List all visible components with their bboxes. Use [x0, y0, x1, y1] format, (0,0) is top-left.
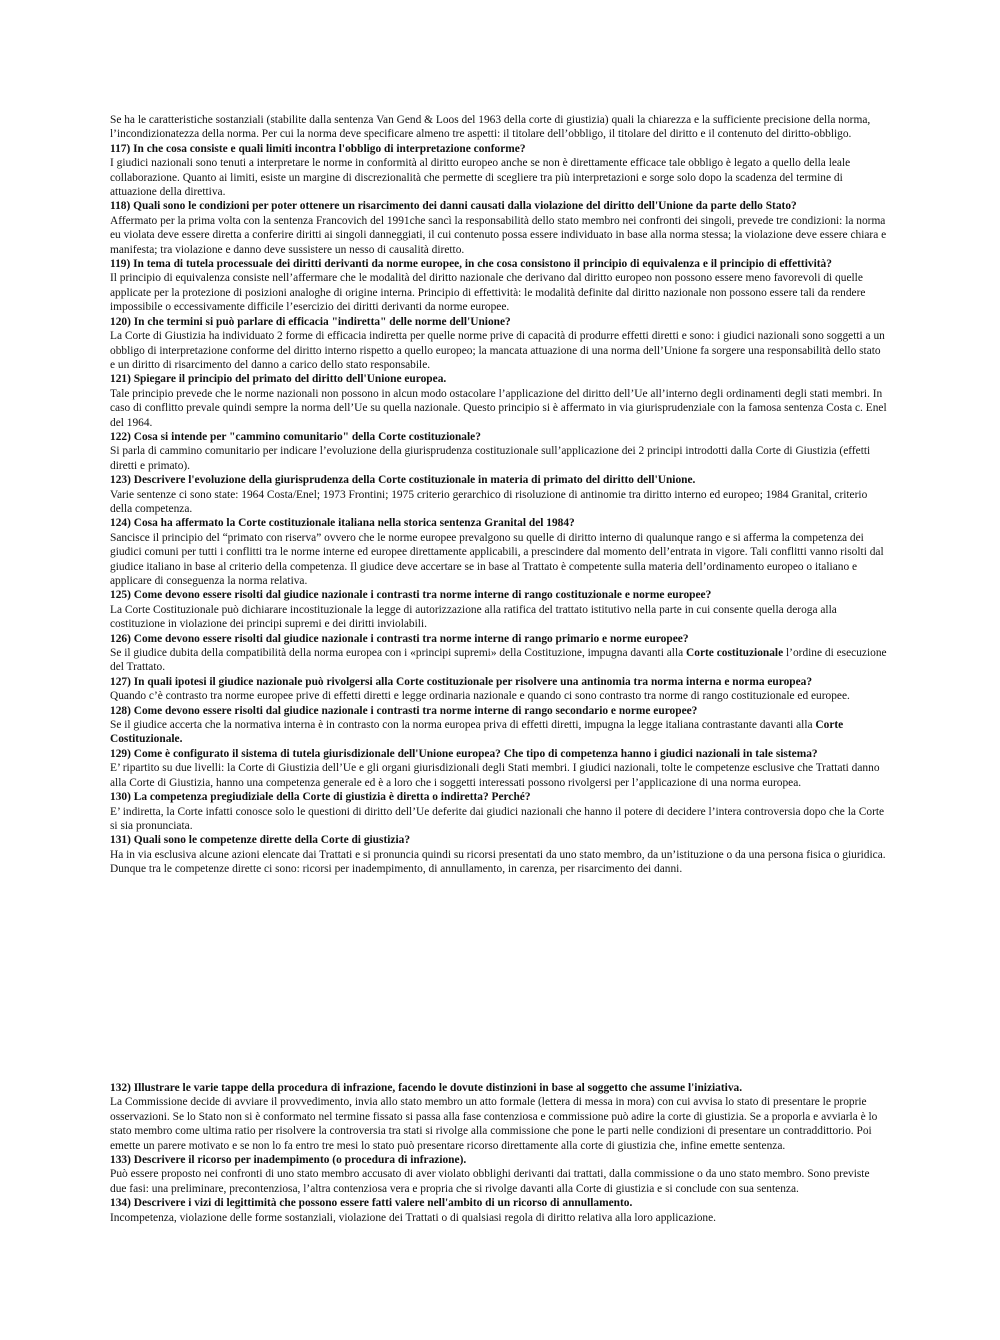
- question-132: 132) Illustrare le varie tappe della procedura di infrazione, facendo le dovute distinzioni in base al soggetto che assume l'iniziativa.: [110, 1082, 743, 1094]
- answer-119: Il principio di equivalenza consiste nell’affermare che le modalità del diritto nazionale che derivano dal diritto europeo non possono essere meno favorevoli di quelle applicate per la protezione di posizioni analoghe di origine interna. Principio di effettività: le modalità definite dal diritto nazionale non possono essere tali da rendere impossibile o eccessivamente difficile l’esercizio dei diritti derivanti da norme europee.: [110, 272, 866, 314]
- question-119: 119) In tema di tutela processuale dei diritti derivanti da norme europee, in che cosa consistono il principio di equivalenza e il principio di effettività?: [110, 258, 832, 271]
- answer-129: E’ ripartito su due livelli: la Corte di Giustizia dell’Ue e gli organi giurisdizionali degli Stati membri. I giudici nazionali, tolte le competenze esclusive che Trattati danno alla Corte di Giustizia, hanno una competenza generale ed è a loro che i soggetti interessati possono rivolgersi per l’applicazione di una norma europea.: [110, 762, 880, 789]
- answer-133: Può essere proposto nei confronti di uno stato membro accusato di aver violato obblighi derivanti dai trattati, dalla commissione o da uno stato membro. Sono previste due fasi: una preliminare, precontenziosa, l’altra contenziosa vera e propria che si rivolge davanti alla Corte di giustizia e si conclude con sua sentenza.: [110, 1168, 870, 1195]
- answer-126: [110, 646, 888, 675]
- answer-121: Tale principio prevede che le norme nazionali non possono in alcun modo ostacolare l’applicazione del diritto dell’Ue all’interno degli ordinamenti degli stati membri. In caso di conflitto prevale quindi sempre la norma dell’Ue su quella nazionale. Questo principio si è affermato in via giurisprudenziale con la famosa sentenza Costa c. Enel del 1964.: [110, 387, 887, 429]
- question-118: 118) Quali sono le condizioni per poter ottenere un risarcimento dei danni causati dalla violazione del diritto dell'Unione da parte dello Stato?: [110, 200, 797, 213]
- answer-126-bold: Corte costituzionale: [686, 647, 784, 660]
- answer-132: La Commissione decide di avviare il provvedimento, invia allo stato membro un atto formale (lettera di messa in mora) con cui avvisa lo stato di presentare le proprie osservazioni. Se lo Stato non si è conformato nel termine fissato si passa alla fase contenziosa e commissione può adire la corte di giustizia. Se a proporla e avviarla è lo stato membro come ultima ratio per risolvere la controversia tra stati si rivolge alla commissione che pone le parti nelle condizioni di presentare un contraddittorio. Poi emette un parere motivato e se non lo fa entro tre mesi lo stato può presentare ricorso direttamente alla corte di giustizia che, infine emette sentenza.: [110, 1096, 878, 1152]
- question-124: 124) Cosa ha affermato la Corte costituzionale italiana nella storica sentenza Granital del 1984?: [110, 517, 575, 530]
- question-128: 128) Come devono essere risolti dal giudice nazionale i contrasti tra norme interne di rango secondario e norme europee?: [110, 704, 698, 717]
- answer-127: Quando c’è contrasto tra norme europee prive di effetti diretti e legge ordinaria nazionale e quando ci sono contrasto tra norme di rango costituzionale ed europee.: [110, 690, 850, 703]
- answer-124: Sancisce il principio del “primato con riserva” ovvero che le norme europee prevalgono su quelle di diritto interno di qualunque rango e si afferma la competenza dei giudici comuni per tutti i conflitti tra le norme interne ed europee direttamente applicabili, a prescindere dal momento dell’entrata in vigore. Tali conflitti vanno risolti dal giudice italiano in base al criterio della competenza. Il giudice deve accertare se in base al Trattato è competente sulla materia dell’ordinamento europeo o italiano e applicare di conseguenza la norma relativa.: [110, 531, 884, 587]
- answer-120: La Corte di Giustizia ha individuato 2 forme di efficacia indiretta per quelle norme prive di capacità di produrre effetti diretti e sono: i giudici nazionali sono soggetti a un obbligo di interpretazione conforme del diritto interno rispetto a quello europeo; la mancata attuazione di una norma dell’Unione fa sorgere una responsabilità dello stato e un diritto di risarcimento del danno a carico dello stato responsabile.: [110, 330, 885, 371]
- question-123: 123) Descrivere l'evoluzione della giurisprudenza della Corte costituzionale in materia di primato del diritto dell'Unione.: [110, 474, 696, 487]
- question-134: 134) Descrivere i vizi di legittimità che possono essere fatti valere nell'ambito di un ricorso di annullamento.: [110, 1197, 633, 1210]
- answer-118: Affermato per la prima volta con la sentenza Francovich del 1991che sancì la responsabilità dello stato membro nei confronti dei singoli, prevede tre condizioni: la norma eu violata deve essere diretta a conferire diritti ai singoli danneggiati, il cui contenuto possa essere individuato in base alla norma stessa; la violazione deve essere chiara e manifesta; tra violazione e danno deve sussistere un nesso di causalità diretto.: [110, 214, 887, 256]
- answer-122: Si parla di cammino comunitario per indicare l’evoluzione della giurisprudenza costituzionale sull’applicazione dei 2 principi introdotti dalla Corte di Giustizia (effetti diretti e primato).: [110, 445, 871, 472]
- intro-paragraph: Se ha le caratteristiche sostanziali (stabilite dalla sentenza Van Gend & Loos del 1963 della corte di giustizia) quali la chiarezza e la sufficiente precisione della norma, l’incondizionatezza della norma. Per cui la norma deve specificare almeno tre aspetti: il titolare dell’obbligo, il titolare del diritto e il contenuto del diritto-obbligo.: [110, 114, 871, 141]
- answer-125: La Corte Costituzionale può dichiarare incostituzionale la legge di autorizzazione alla ratifica del trattato istitutivo nella parte in cui consente quella deroga alla costituzione in violazione dei principi supremi e dei diritti inviolabili.: [110, 603, 837, 631]
- question-133: 133) Descrivere il ricorso per inadempimento (o procedura di infrazione).: [110, 1154, 467, 1167]
- answer-117: I giudici nazionali sono tenuti a interpretare le norme in conformità al diritto europeo anche se non è direttamente efficace tale obbligo è legato a quello della leale collaborazione. Quanto ai limiti, esiste un margine di discrezionalità che permette di scegliere tra più interpretazioni e sorge solo dopo la scadenza del termine di attuazione della direttiva.: [110, 157, 851, 199]
- answer-130: E’ indiretta, la Corte infatti conosce solo le questioni di diritto dell’Ue deferite dai giudici nazionali che hanno il potere di decidere l’intera controversia dopo che la Corte si sia pronunciata.: [110, 805, 885, 832]
- question-126: 126) Come devono essere risolti dal giudice nazionale i contrasti tra norme interne di rango primario e norme europee?: [110, 632, 689, 645]
- answer-128-bold: Corte Costituzionale.: [110, 719, 844, 746]
- question-129: 129) Come è configurato il sistema di tutela giurisdizionale dell'Unione europea? Che tipo di competenza hanno i giudici nazionali in tale sistema?: [110, 747, 818, 760]
- page-2-text: [110, 1081, 888, 1225]
- answer-134: Incompetenza, violazione delle forme sostanziali, violazione dei Trattati o di qualsiasi regola di diritto relativa alla loro applicazione.: [110, 1211, 717, 1224]
- question-122: 122) Cosa si intende per "cammino comunitario" della Corte costituzionale?: [110, 430, 481, 443]
- page-1-text: [110, 113, 888, 877]
- answer-128: [110, 718, 888, 747]
- answer-126-text: Se il giudice dubita della compatibilità della norma europea con i «principi supremi» della Costituzione, impugna davanti alla: [110, 647, 687, 660]
- answer-123: Varie sentenze ci sono state: 1964 Costa/Enel; 1973 Frontini; 1975 criterio gerarchico di risoluzione di antinomie tra diritto interno ed europeo; 1984 Granital, criterio della competenza.: [110, 488, 868, 515]
- question-120: 120) In che termini si può parlare di efficacia "indiretta" delle norme dell'Unione?: [110, 315, 511, 328]
- question-131: 131) Quali sono le competenze dirette della Corte di giustizia?: [110, 834, 411, 847]
- answer-131: Ha in via esclusiva alcune azioni elencate dai Trattati e si pronuncia quindi su ricorsi presentati da uno stato membro, da un’istituzione o da una persona fisica o giuridica. Dunque tra le competenze dirette ci sono: ricorsi per inadempimento, di annullamento, in carenza, per risarcimento dei danni.: [110, 848, 886, 876]
- answer-126-text-end: l’ordine di esecuzione del Trattato.: [110, 647, 887, 674]
- question-121: 121) Spiegare il principio del primato del diritto dell'Unione europea.: [110, 373, 447, 386]
- question-130: 130) La competenza pregiudiziale della Corte di giustizia è diretta o indiretta? Perché?: [110, 791, 531, 804]
- question-117: 117) In che cosa consiste e quali limiti incontra l'obbligo di interpretazione conforme?: [110, 142, 526, 155]
- question-125: 125) Come devono essere risolti dal giudice nazionale i contrasti tra norme interne di rango costituzionale e norme europee?: [110, 589, 712, 602]
- question-127: 127) In quali ipotesi il giudice nazionale può rivolgersi alla Corte costituzionale per risolvere una antinomia tra norma interna e norma europea?: [110, 675, 813, 688]
- answer-128-text: Se il giudice accerta che la normativa interna è in contrasto con la norma europea priva di effetti diretti, impugna la legge italiana contrastante davanti alla: [110, 719, 816, 732]
